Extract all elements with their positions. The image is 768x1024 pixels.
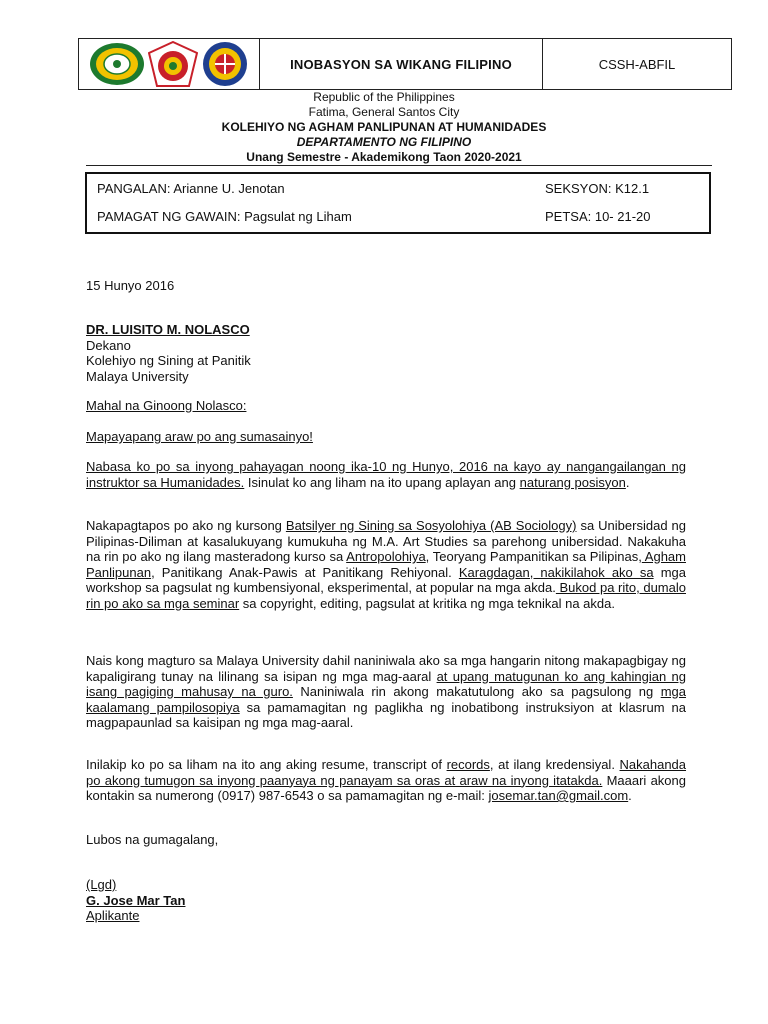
p4-underline-1: records xyxy=(446,757,490,772)
p2-underline-4: Karagdagan, nakikilahok ako sa xyxy=(458,564,654,580)
task-title: PAMAGAT NG GAWAIN: Pagsulat ng Liham xyxy=(97,209,352,224)
seal-2-icon xyxy=(148,41,198,87)
p2-text-1: sa Unibersidad ng Pilipinas-Diliman at kasalukuyang kumukuha ng M.A. Art Studies sa parehong unibersidad. Nakakuha na rin po ako ng ilang masteradong kurso sa xyxy=(86,518,686,564)
recipient-university: Malaya University xyxy=(86,368,189,384)
p2-underline-2: Antropolohiya xyxy=(346,549,426,564)
institution-line-2: Fatima, General Santos City xyxy=(308,105,460,119)
p1-underline-2: naturang posisyon xyxy=(519,474,626,490)
student-section: SEKSYON: K12.1 xyxy=(545,181,650,196)
greeting: Mapayapang araw po ang sumasainyo! xyxy=(86,429,313,444)
p4-underline-2: Nakahanda po akong tumugon sa inyong paanyaya ng panayam sa oras at araw na inyong itatakda. xyxy=(86,757,687,788)
p2-underline-5: Bukod pa rito, dumalo rin po ako sa mga seminar xyxy=(86,580,686,611)
p3-text-0: Nais kong magturo sa Malaya University dahil naniniwala ako sa mga hangarin nitong makapagbigay ng kapaligirang tunay na lilinang sa isipan ng mga mag-aaral xyxy=(86,653,686,684)
institution-department: DEPARTAMENTO NG FILIPINO xyxy=(296,135,472,149)
p4-text-0: Inilakip ko po sa liham na ito ang aking resume, transcript of xyxy=(86,757,447,772)
p2-text-5: sa copyright, editing, pagsulat at kritika ng mga teknikal na akda. xyxy=(239,595,615,611)
p3-text-1: Naniniwala rin akong makatutulong ako sa pagsulong ng xyxy=(292,684,661,699)
student-name: PANGALAN: Arianne U. Jenotan xyxy=(97,181,285,196)
salutation: Mahal na Ginoong Nolasco: xyxy=(86,398,247,413)
closing: Lubos na gumagalang, xyxy=(86,832,219,847)
recipient-name: DR. LUISITO M. NOLASCO xyxy=(86,322,250,337)
p2-text-2: , Teoryang Pampanitikan sa Pilipinas, xyxy=(425,549,642,564)
paragraph-3 xyxy=(86,653,686,731)
p2-text-0: Nakapagtapos po ako ng kursong xyxy=(86,518,286,533)
email-link[interactable]: josemar.tan@gmail.com xyxy=(488,788,629,803)
signature-block xyxy=(86,877,686,924)
header-table xyxy=(78,38,732,90)
header-divider xyxy=(86,165,712,166)
student-info-box xyxy=(85,172,711,234)
paragraph-2 xyxy=(86,518,686,611)
p2-text-3: , Panitikang Anak-Pawis at Panitikang Rehiyonal. xyxy=(151,564,459,580)
seal-1-icon xyxy=(89,42,145,86)
recipient-title: Dekano xyxy=(86,337,131,353)
p3-underline-1: at upang matugunan ko ang kahingian ng isang pagiging mahusay na guro. xyxy=(86,668,686,699)
p1-text-1: Isinulat ko ang liham na ito upang aplayan ang xyxy=(244,474,520,490)
paragraph-1 xyxy=(86,459,686,490)
signed-mark: (Lgd) xyxy=(86,877,117,892)
p2-text-4: mga workshop sa pagsulat ng kumbensiyonal, eksperimental, at popular na mga akda. xyxy=(86,564,686,595)
institution-line-1: Republic of the Philippines xyxy=(313,90,455,104)
p3-underline-2: mga kaalamang pampilosopiya xyxy=(86,684,686,715)
header-title: INOBASYON SA WIKANG FILIPINO xyxy=(260,39,543,89)
recipient-block xyxy=(86,322,686,384)
p3-text-2: sa pamamagitan ng paglikha ng inobatibong instruksiyon at klasrum na magpapaunlad sa kaisipan ng mga mag-aaral. xyxy=(86,699,687,730)
sender-name: G. Jose Mar Tan xyxy=(86,892,186,908)
p4-text-1: , at ilang kredensiyal. xyxy=(489,757,620,772)
p4-text-2: Maaari akong kontakin sa numerong (0917) 987-6543 o sa pamamagitan ng e-mail: xyxy=(86,772,686,803)
seal-3-icon xyxy=(201,41,249,87)
recipient-college: Kolehiyo ng Sining at Panitik xyxy=(86,353,251,368)
header-code: CSSH-ABFIL xyxy=(598,56,676,72)
institution-block xyxy=(0,90,768,165)
letter-date: 15 Hunyo 2016 xyxy=(86,278,175,293)
p1-text-2: . xyxy=(625,474,630,490)
institution-college: KOLEHIYO NG AGHAM PANLIPUNAN AT HUMANIDADES xyxy=(221,120,547,134)
paragraph-4 xyxy=(86,757,686,804)
p2-underline-1: Batsilyer ng Sining sa Sosyolohiya (AB Sociology) xyxy=(285,518,577,533)
p1-underline-1: Nabasa ko po sa inyong pahayagan noong ika-10 ng Hunyo, 2016 na kayo ay nangangailangan ng instruktor sa Humanidades. xyxy=(86,459,686,490)
p4-text-3: . xyxy=(628,788,632,803)
sender-role: Aplikante xyxy=(86,908,140,923)
logo-group xyxy=(79,39,260,89)
institution-semester: Unang Semestre - Akademikong Taon 2020-2021 xyxy=(246,150,522,164)
p2-underline-3: Agham Panlipunan xyxy=(86,549,686,580)
task-date: PETSA: 10- 21-20 xyxy=(545,209,651,224)
